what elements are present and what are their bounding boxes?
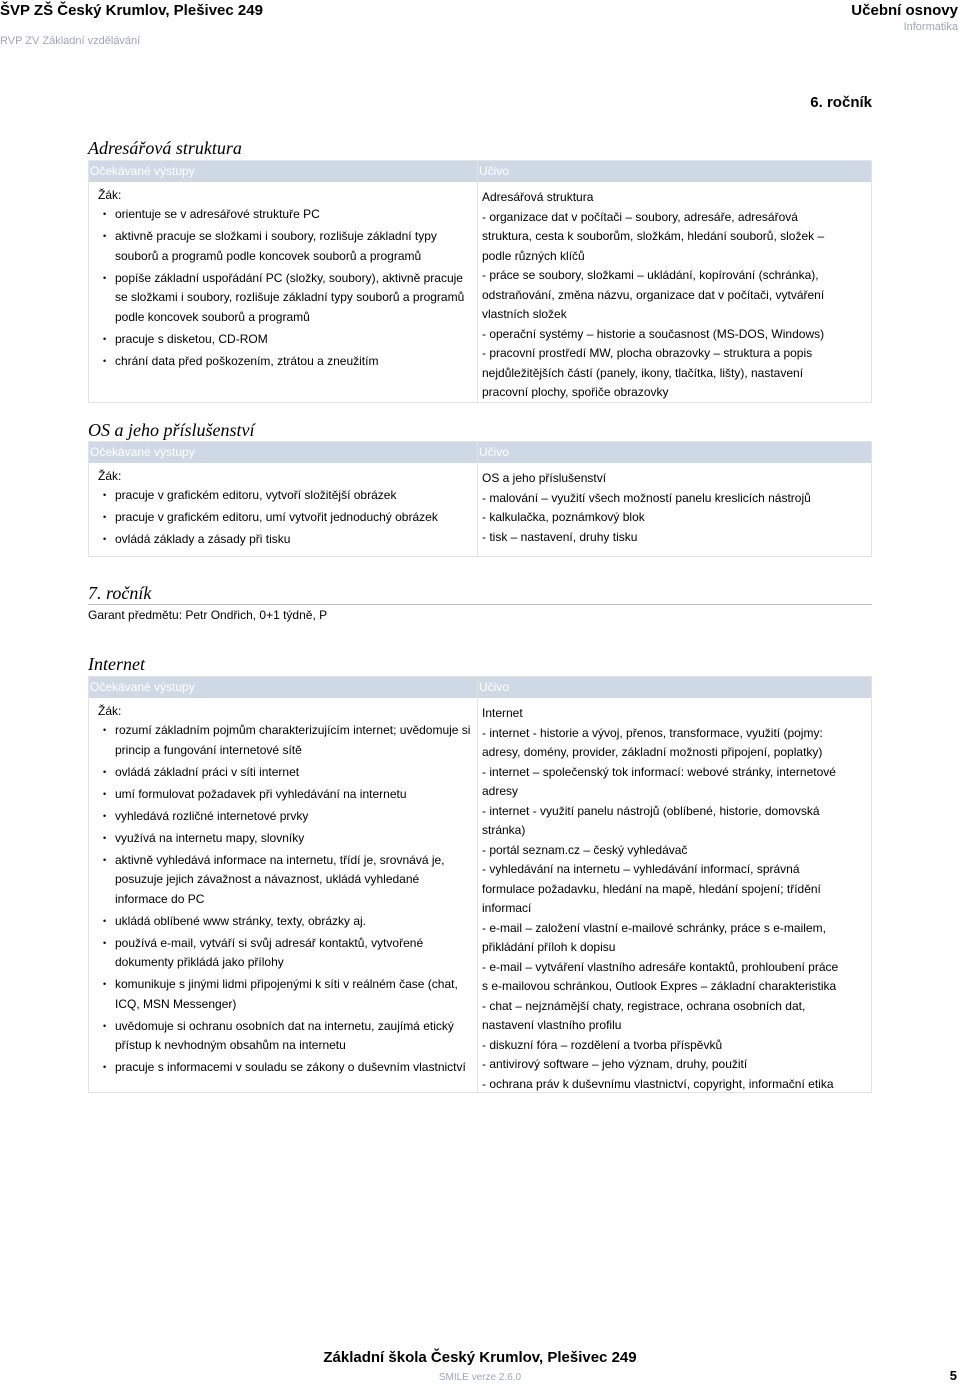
outcome-item: • rozumí základním pojmům charakterizujícím internet; uvědomuje si princip a fungování internetové sítě	[89, 721, 477, 760]
pupil-label: Žák:	[98, 704, 122, 718]
curriculum-line: - e-mail – vytváření vlastního adresáře kontaktů, prohloubení práce	[482, 959, 839, 974]
outcome-item: • ukládá oblíbené www stránky, texty, obrázky aj.	[89, 912, 477, 932]
curriculum-line: - malování – využití všech možností panelu kreslicích nástrojů	[482, 490, 811, 505]
outcomes-list	[89, 721, 477, 1078]
curriculum-line: - internet - historie a vývoj, přenos, transformace, využití (pojmy:	[482, 725, 823, 740]
curriculum-line: - antivirový software – jeho význam, druhy, použití	[482, 1057, 748, 1071]
grade-6-heading: 6. ročník	[810, 94, 872, 111]
outcome-item: • ovládá základní práci v síti internet	[89, 763, 477, 783]
curriculum-line: nejdůležitějších částí (panely, ikony, tlačítka, lišty), nastavení	[482, 365, 804, 380]
curriculum-header: Učivo	[478, 442, 871, 463]
framework-subtitle: RVP ZV Základní vzdělávání	[0, 35, 141, 47]
section-title: OS a jeho příslušenství	[88, 420, 255, 440]
curriculum-line: - e-mail – založení vlastní e-mailové schránky, práce s e-mailem,	[482, 920, 826, 935]
curriculum-line: adresy, domény, provider, základní možnosti připojení, poplatky)	[482, 745, 823, 759]
curriculum-line: struktura, cesta k souborům, složkám, hledání souborů, složek –	[482, 229, 825, 243]
curriculum-line: - operační systémy – historie a současnost (MS-DOS, Windows)	[482, 326, 825, 341]
curriculum-line: s e-mailovou schránkou, Outlook Expres – základní charakteristika	[482, 979, 837, 993]
pupil-label: Žák:	[98, 188, 122, 202]
curriculum-column	[478, 441, 872, 557]
outcome-item: • chrání data před poškozením, ztrátou a zneužitím	[89, 352, 477, 372]
section-title: Internet	[88, 654, 145, 674]
curriculum-line: - diskuzní fóra – rozdělení a tvorba příspěvků	[482, 1037, 723, 1052]
subject-name: Informatika	[903, 21, 958, 33]
curriculum-line: informací	[482, 901, 532, 915]
section-table	[88, 676, 872, 1093]
curriculum-text	[478, 463, 871, 547]
outcome-item: • pracuje s informacemi v souladu se zákony o duševním vlastnictví	[89, 1058, 477, 1078]
outcome-item: • aktivně vyhledává informace na internetu, třídí je, srovnává je, posuzuje jejich závažnost a návaznost, ukládá vyhledané informace do PC	[89, 851, 477, 910]
outcome-item: • pracuje s disketou, CD-ROM	[89, 330, 477, 350]
curriculum-line: - internet – společenský tok informací: webové stránky, internetové	[482, 764, 836, 779]
curriculum-column	[478, 160, 872, 403]
software-version: SMILE verze 2.6.0	[438, 1372, 522, 1383]
curriculum-topic: OS a jeho příslušenství	[482, 471, 607, 485]
curriculum-topic: Adresářová struktura	[482, 190, 594, 204]
outcome-item: • používá e-mail, vytváří si svůj adresář kontaktů, vytvořené dokumenty přikládá jako přílohy	[89, 934, 477, 973]
outcome-item: • umí formulovat požadavek při vyhledávání na internetu	[89, 785, 477, 805]
curriculum-line: - kalkulačka, poznámkový blok	[482, 510, 645, 524]
document-title: Učební osnovy	[851, 2, 958, 19]
curriculum-text	[478, 698, 871, 1094]
outcome-item: • aktivně pracuje se složkami i soubory, rozlišuje základní typy souborů a programů podle koncovek souborů a programů	[89, 227, 477, 266]
outcome-item: • pracuje v grafickém editoru, umí vytvořit jednoduchý obrázek	[89, 508, 477, 528]
section-table	[88, 441, 872, 557]
curriculum-line: - portál seznam.cz – český vyhledávač	[482, 842, 688, 857]
outcomes-header: Očekávané výstupy	[89, 161, 477, 182]
outcome-item: • komunikuje s jinými lidmi připojenými k síti v reálném čase (chat, ICQ, MSN Messenger)	[89, 975, 477, 1014]
curriculum-line: stránka)	[482, 823, 526, 837]
curriculum-column	[478, 676, 872, 1093]
curriculum-line: adresy	[482, 784, 519, 798]
outcomes-header: Očekávané výstupy	[89, 677, 477, 698]
section-title: Adresářová struktura	[88, 138, 242, 158]
curriculum-text	[478, 182, 871, 403]
curriculum-line: přikládání příloh k dopisu	[482, 940, 616, 954]
curriculum-line: podle různých klíčů	[482, 248, 585, 263]
outcomes-column	[88, 160, 478, 403]
curriculum-line: - chat – nejznámější chaty, registrace, ochrana osobních dat,	[482, 998, 806, 1013]
outcome-item: • uvědomuje si ochranu osobních dat na internetu, zaujímá etický přístup k nevhodným obsahům na internetu	[89, 1017, 477, 1056]
curriculum-line: - internet - využití panelu nástrojů (oblíbené, historie, domovská	[482, 803, 820, 818]
outcomes-column	[88, 441, 478, 557]
grade-7-heading: 7. ročník	[88, 582, 872, 605]
outcome-item: • pracuje v grafickém editoru, vytvoří složitější obrázek	[89, 486, 477, 506]
curriculum-line: - ochrana práv k duševnímu vlastnictví, copyright, informační etika	[482, 1076, 834, 1091]
curriculum-header: Učivo	[478, 161, 871, 182]
outcomes-list	[89, 486, 477, 550]
pupil-label: Žák:	[98, 469, 122, 483]
curriculum-line: vlastních složek	[482, 307, 567, 321]
subject-guarantor: Garant předmětu: Petr Ondřich, 0+1 týdně, P	[88, 608, 328, 622]
outcome-item: • orientuje se v adresářové struktuře PC	[89, 205, 477, 225]
school-header: ŠVP ZŠ Český Krumlov, Plešivec 249	[0, 2, 263, 19]
curriculum-line: - tisk – nastavení, druhy tisku	[482, 529, 638, 544]
curriculum-header: Učivo	[478, 677, 871, 698]
curriculum-topic: Internet	[482, 706, 523, 720]
outcome-item: • ovládá základy a zásady při tisku	[89, 530, 477, 550]
outcomes-header: Očekávané výstupy	[89, 442, 477, 463]
curriculum-line: odstraňování, změna názvu, organizace dat v počítači, vytváření	[482, 287, 825, 302]
page-number: 5	[949, 1368, 957, 1383]
outcome-item: • využívá na internetu mapy, slovníky	[89, 829, 477, 849]
curriculum-line: - vyhledávání na internetu – vyhledávání informací, správná	[482, 862, 800, 876]
curriculum-line: - práce se soubory, složkami – ukládání, kopírování (schránka),	[482, 268, 819, 282]
curriculum-line: - pracovní prostředí MW, plocha obrazovky – struktura a popis	[482, 346, 813, 360]
section-table	[88, 160, 872, 403]
outcome-item: • popíše základní uspořádání PC (složky, soubory), aktivně pracuje se složkami i soubory, rozlišuje základní typy souborů a programů podle koncovek souborů a programů	[89, 269, 477, 328]
outcomes-column	[88, 676, 478, 1093]
outcome-item: • vyhledává rozličné internetové prvky	[89, 807, 477, 827]
curriculum-line: pracovní plochy, spořiče obrazovky	[482, 385, 669, 399]
curriculum-line: - organizace dat v počítači – soubory, adresáře, adresářová	[482, 209, 798, 224]
footer-school: Základní škola Český Krumlov, Plešivec 249	[323, 1349, 637, 1366]
curriculum-line: nastavení vlastního profilu	[482, 1018, 622, 1032]
outcomes-list	[89, 205, 477, 371]
curriculum-line: formulace požadavku, hledání na mapě, hledání spojení; třídění	[482, 881, 821, 896]
